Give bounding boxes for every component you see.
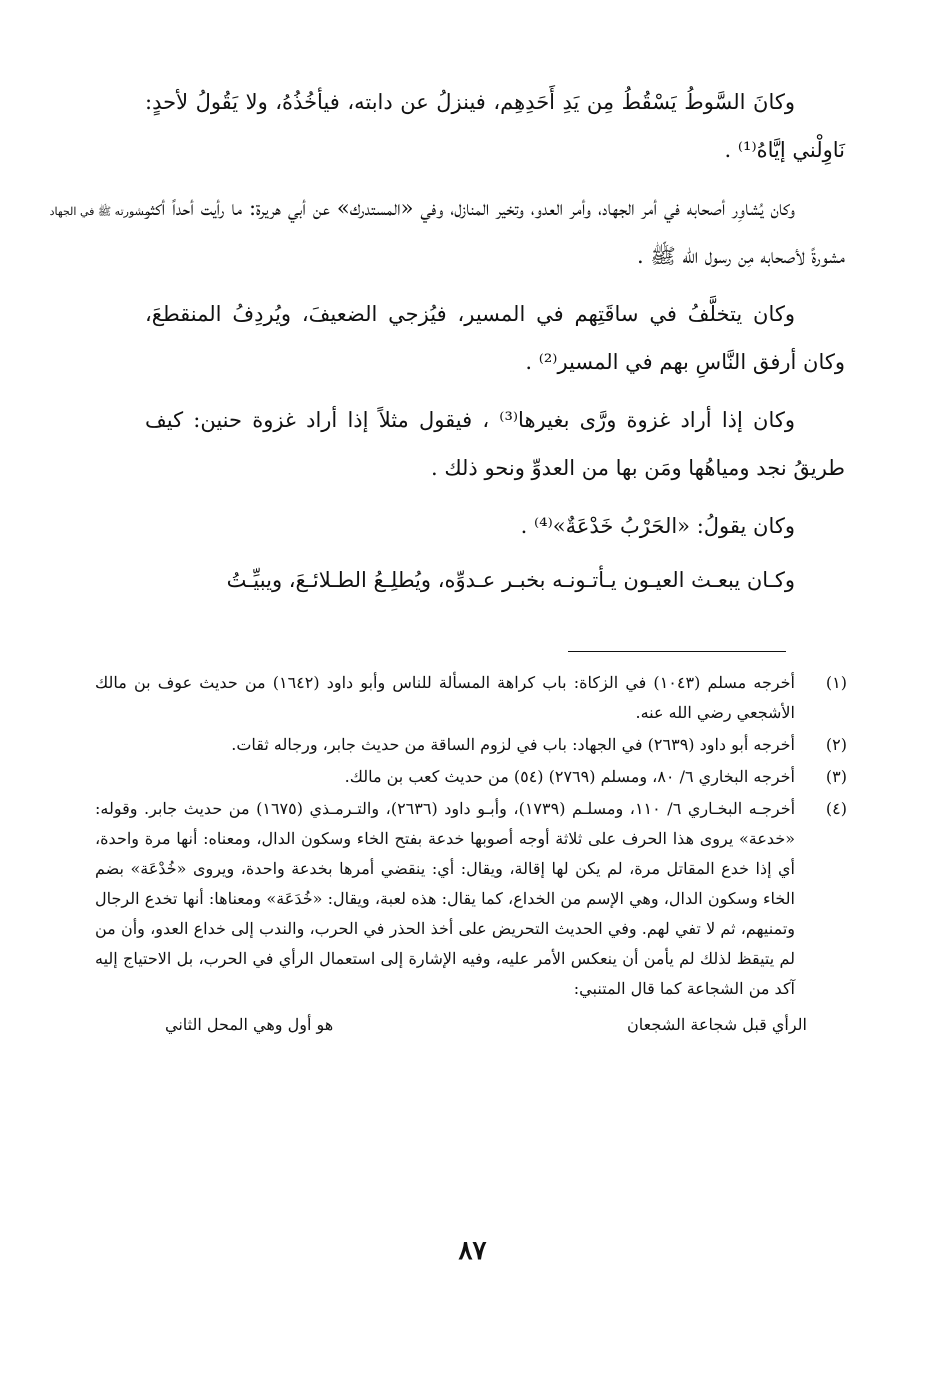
verse-hemistich-2: هو أول وهي المحل الثاني bbox=[165, 1015, 334, 1034]
footnote-number: (١) bbox=[825, 673, 847, 692]
footnote bbox=[95, 668, 847, 728]
margin-note: مشورته ﷺ في الجهاد bbox=[49, 205, 151, 218]
footnote-text: أخرجه البخاري ٦/ ٨٠، ومسلم (٢٧٦٩) (٥٤) من حديث كعب بن مالك. bbox=[344, 767, 795, 786]
footnote-separator bbox=[568, 651, 786, 652]
footnote-number: (٤) bbox=[825, 799, 847, 818]
paragraph-3: وكان يتخلَّفُ في ساقَتِهم في المسير، فيُزجي الضعيفَ، ويُردِفُ المنقطعَ، وكان أرفق النَّاسِ بهم في المسير⁽²⁾ . bbox=[145, 302, 845, 374]
paragraph-1: وكانَ السَّوطُ يَسْقُطُ مِن يَدِ أَحَدِهِم، فينزلُ عن دابته، فيأخُذُهُ، ولا يَقُولُ لأحدٍ: نَاوِلْني إيَّاهُ⁽¹⁾ . bbox=[145, 90, 845, 162]
verse-hemistich-1: الرأي قبل شجاعة الشجعان bbox=[627, 1015, 807, 1034]
paragraph-4: وكان إذا أراد غزوة ورَّى بغيرها⁽³⁾ ، فيقول مثلاً إذا أراد غزوة حنين: كيف طريقُ نجد ومياهُها ومَن بها من العدوِّ ونحو ذلك . bbox=[145, 408, 845, 480]
footnote bbox=[95, 794, 847, 1004]
footnote-text: أخرجه مسلم (١٠٤٣) في الزكاة: باب كراهة المسألة للناس وأبو داود (١٦٤٢) من حديث عوف بن مالك الأشجعي رضي الله عنه. bbox=[95, 673, 796, 722]
paragraph-5: وكان يقولُ: «الحَرْبُ خَدْعَةٌ»⁽⁴⁾ . bbox=[520, 514, 795, 538]
footnote bbox=[95, 730, 847, 760]
footnote bbox=[95, 762, 847, 792]
footnote-number: (٣) bbox=[825, 767, 847, 786]
main-text bbox=[145, 78, 845, 614]
page-number: ٨٧ bbox=[458, 1236, 487, 1266]
footnote-text: أخرجه أبو داود (٢٦٣٩) في الجهاد: باب في لزوم الساقة من حديث جابر، ورجاله ثقات. bbox=[231, 735, 795, 754]
paragraph-6: وكـان يبعـث العيـون يـأتـونـه بخبـر عـدوِّه، ويُطلِـعُ الطـلائـعَ، ويبيِّـتُ bbox=[226, 568, 795, 592]
footnote-text: أخرجـه البخـاري ٦/ ١١٠، ومسلـم (١٧٣٩)، وأبـو داود (٢٦٣٦)، والتـرمـذي (١٦٧٥) من حديث جابر. وقوله: «خدعة» يروى هذا الحرف على ثلاثة أوجه أصوبها خدعة بفتح الخاء وسكون الدال، ومعناه: أنها مرة واحدة، أي إذا خدع المقاتل مرة، لم يكن لها إقالة، ويقال: أي: ينقضي أمرها بخدعة واحدة، ويروى «خُدْعَة» بضم الخاء وسكون الدال، وهي الإسم من الخداع، كما يقال: هذه لعبة، ويقال: «خُدَعَة» ومعناها: أنها تخدع الرجال وتمنيهم، ثم لا تفي لهم. وفي الحديث التحريض على أخذ الحذر في الحرب، والندب إلى خداع العدو، وأن من لم يتيقظ لذلك لم يأمن أن ينعكس الأمر عليه، وفيه الإشارة إلى استعمال الرأي في الحرب، بل الاحتياج إليه آكد من الشجاعة كما قال المتنبي: bbox=[95, 799, 796, 998]
poem-verse bbox=[95, 1006, 847, 1040]
footnote-number: (٢) bbox=[825, 735, 847, 754]
footnotes bbox=[95, 668, 847, 1040]
paragraph-2: وكان يُشاوِر أصحابه في أمر الجهاد، وأمر العدو، وتخير المنازل، وفي «المستدرك» عن أبي هريرة: ما رأيت أحداً أكثر مشورةً لأصحابه مِن رسول الله ﷺ . bbox=[145, 196, 845, 268]
